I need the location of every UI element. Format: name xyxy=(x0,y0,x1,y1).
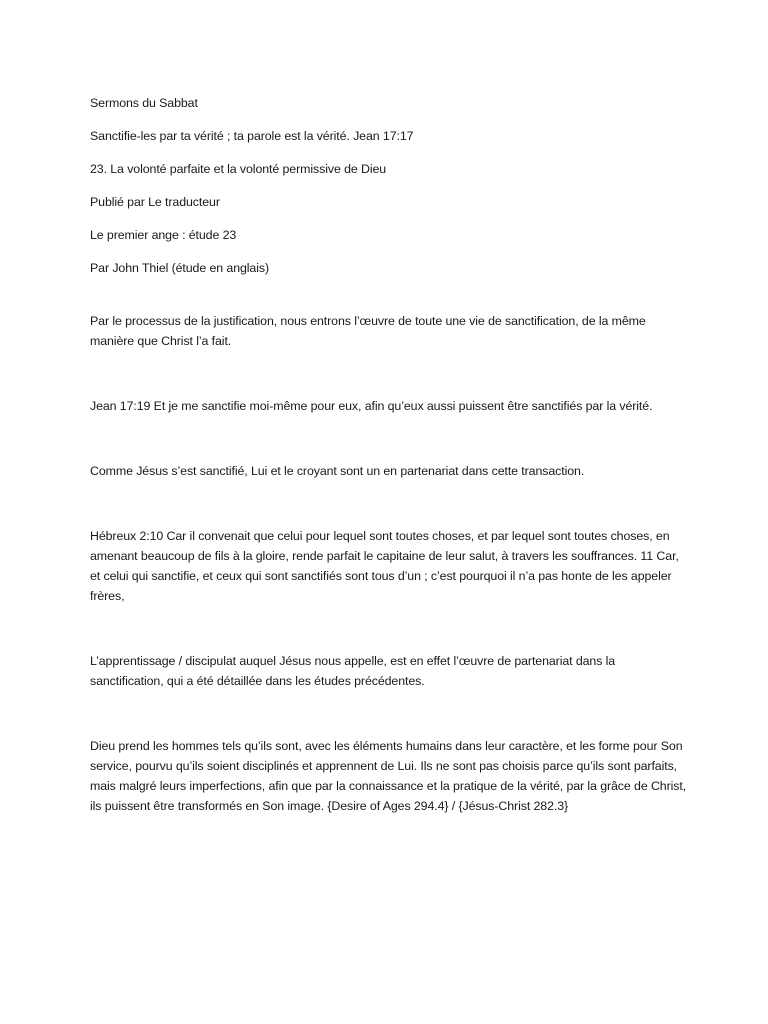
paragraph-john-17-19: Jean 17:19 Et je me sanctifie moi-même pour eux, afin qu’eux aussi puissent être sanctifiés par la vérité. xyxy=(90,399,653,413)
paragraph-discipleship: L’apprentissage / discipulat auquel Jésus nous appelle, est en effet l’œuvre de partenariat dans la sanctification, qui a été détaillée dans les études précédentes. xyxy=(90,654,616,688)
paragraph-partnership: Comme Jésus s’est sanctifié, Lui et le croyant sont un en partenariat dans cette transaction. xyxy=(90,464,585,478)
study-number: Le premier ange : étude 23 xyxy=(90,228,237,242)
paragraph-justification: Par le processus de la justification, nous entrons l’œuvre de toute une vie de sanctification, de la même manière que Christ l’a fait. xyxy=(90,314,646,348)
paragraph-desire-of-ages: Dieu prend les hommes tels qu’ils sont, avec les éléments humains dans leur caractère, et les forme pour Son service, pourvu qu’ils soient disciplinés et apprennent de Lui. Ils ne sont pas choisis parce qu’ils sont parfaits, mais malgré leurs imperfections, afin que par la connaissance et la pratique de la vérité, par la grâce de Christ, ils puissent être transformés en Son image. {Desire of Ages 294.4} / {Jésus-Christ 282.3} xyxy=(90,739,687,813)
study-title: 23. La volonté parfaite et la volonté permissive de Dieu xyxy=(90,162,387,176)
document-page xyxy=(90,93,690,861)
series-title: Sermons du Sabbat xyxy=(90,96,198,110)
publisher-line: Publié par Le traducteur xyxy=(90,195,220,209)
motto-verse: Sanctifie-les par ta vérité ; ta parole est la vérité. Jean 17:17 xyxy=(90,129,414,143)
author-line: Par John Thiel (étude en anglais) xyxy=(90,261,270,275)
paragraph-hebrews-2-10: Hébreux 2:10 Car il convenait que celui pour lequel sont toutes choses, et par lequel sont toutes choses, en amenant beaucoup de fils à la gloire, rende parfait le capitaine de leur salut, à travers les souffrances. 11 Car, et celui qui sanctifie, et ceux qui sont sanctifiés sont tous d’un ; c’est pourquoi il n’a pas honte de les appeler frères, xyxy=(90,529,679,603)
